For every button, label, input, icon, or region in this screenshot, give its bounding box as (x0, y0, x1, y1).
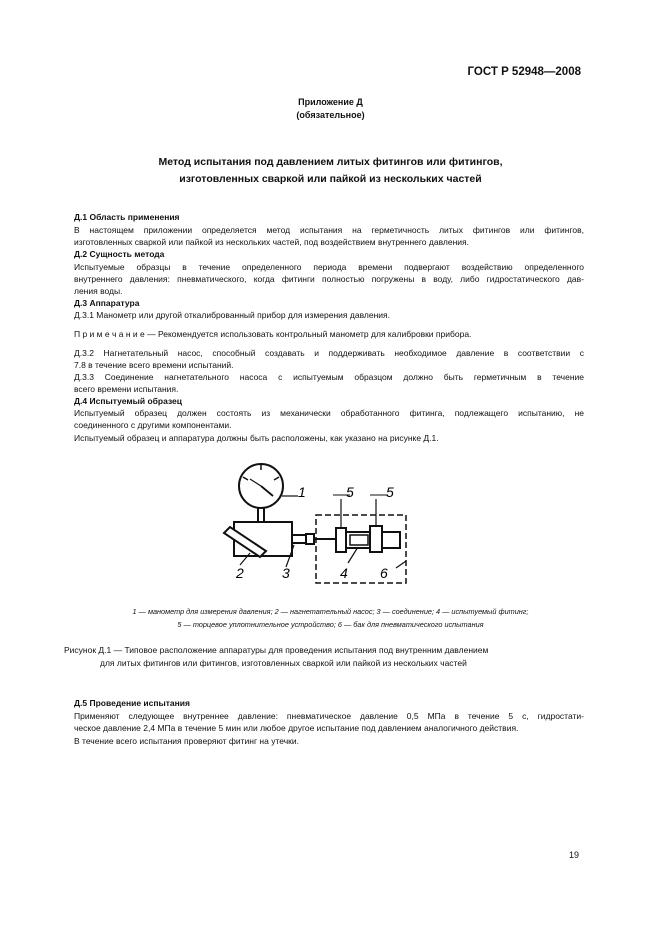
note-line: П р и м е ч а н и е — Рекомендуется использовать контрольный манометр для калибровки прибора. (74, 329, 472, 339)
label-5a: 5 (346, 484, 354, 500)
body-line: ческое давление 2,4 МПа в течение 5 мин или любое другое испытание под давлением аналогичного действия. (74, 723, 519, 733)
figure-legend-line2: 5 — торцевое уплотнительное устройство; 6 — бак для пневматического испытания (177, 620, 484, 629)
subheading-specimen: Д.4 Испытуемый образец (74, 396, 183, 406)
section-heading-line1: Метод испытания под давлением литых фитингов или фитингов, (158, 156, 503, 168)
figure-legend-line1: 1 — манометр для измерения давления; 2 — нагнетательный насос; 3 — соединение; 4 — испытуемый фитинг; (132, 607, 529, 616)
apparatus-diagram (200, 455, 440, 585)
label-4: 4 (340, 565, 348, 581)
body-line: В течение всего испытания проверяют фитинг на утечки. (74, 736, 299, 746)
subheading-procedure: Д.5 Проведение испытания (74, 698, 190, 708)
connection (306, 534, 314, 544)
appendix-title: Приложение Д (298, 97, 363, 107)
seal-left (336, 528, 346, 552)
body-line: внутреннего давления: пневматического, когда фитинги полностью погружены в воду, либо гидростатического дав- (74, 274, 584, 284)
page-number: 19 (568, 850, 579, 860)
label-3: 3 (282, 565, 290, 581)
body-line: изготовленных сваркой или пайкой из нескольких частей, под воздействием внутреннего давления. (74, 237, 469, 247)
subheading-scope: Д.1 Область применения (74, 212, 180, 222)
fitting (350, 535, 368, 545)
label-6: 6 (380, 565, 388, 581)
body-line: Д.3.1 Манометр или другой откалиброванный прибор для измерения давления. (74, 310, 390, 320)
body-line: Д.3.3 Соединение нагнетательного насоса с испытуемым образцом должно быть герметичным в течение (74, 372, 584, 382)
seal-right (370, 526, 382, 552)
document-number: ГОСТ Р 52948—2008 (467, 66, 581, 78)
subheading-apparatus: Д.3 Аппаратура (74, 298, 140, 308)
body-line: ления воды. (74, 286, 123, 296)
body-line: соединенного с другими компонентами. (74, 420, 232, 430)
subheading-principle: Д.2 Сущность метода (74, 249, 165, 259)
section-heading-line2: изготовленных сваркой или пайкой из нескольких частей (179, 173, 482, 185)
body-line: 7.8 в течение всего времени испытаний. (74, 360, 234, 370)
body-line: Испытуемый образец и аппаратура должны быть расположены, как указано на рисунке Д.1. (74, 433, 439, 443)
figure-caption-line2: для литых фитингов или фитингов, изготовленных сваркой или пайкой из нескольких частей (100, 658, 467, 668)
body-line: Применяют следующее внутреннее давление: пневматическое давление 0,5 МПа в течение 5 с, гидростати- (74, 711, 584, 721)
label-5b: 5 (386, 484, 394, 500)
body-line: всего времени испытания. (74, 384, 179, 394)
body-line: Испытуемые образцы в течение определенного периода времени подвергают воздействию определенного (74, 262, 584, 272)
body-line: Д.3.2 Нагнетательный насос, способный создавать и поддерживать необходимое давление в соответствии с (74, 348, 584, 358)
label-1: 1 (298, 484, 306, 500)
label-2: 2 (236, 565, 244, 581)
body-line: Испытуемый образец должен состоять из механически обработанного фитинга, подлежащего испытанию, не (74, 408, 584, 418)
body-line: В настоящем приложении определяется метод испытания на герметичность литых фитингов или фитингов, (74, 225, 584, 235)
appendix-status: (обязательное) (296, 110, 365, 120)
figure-caption-line1: Рисунок Д.1 — Типовое расположение аппаратуры для проведения испытания под внутренним давлением (64, 645, 489, 655)
